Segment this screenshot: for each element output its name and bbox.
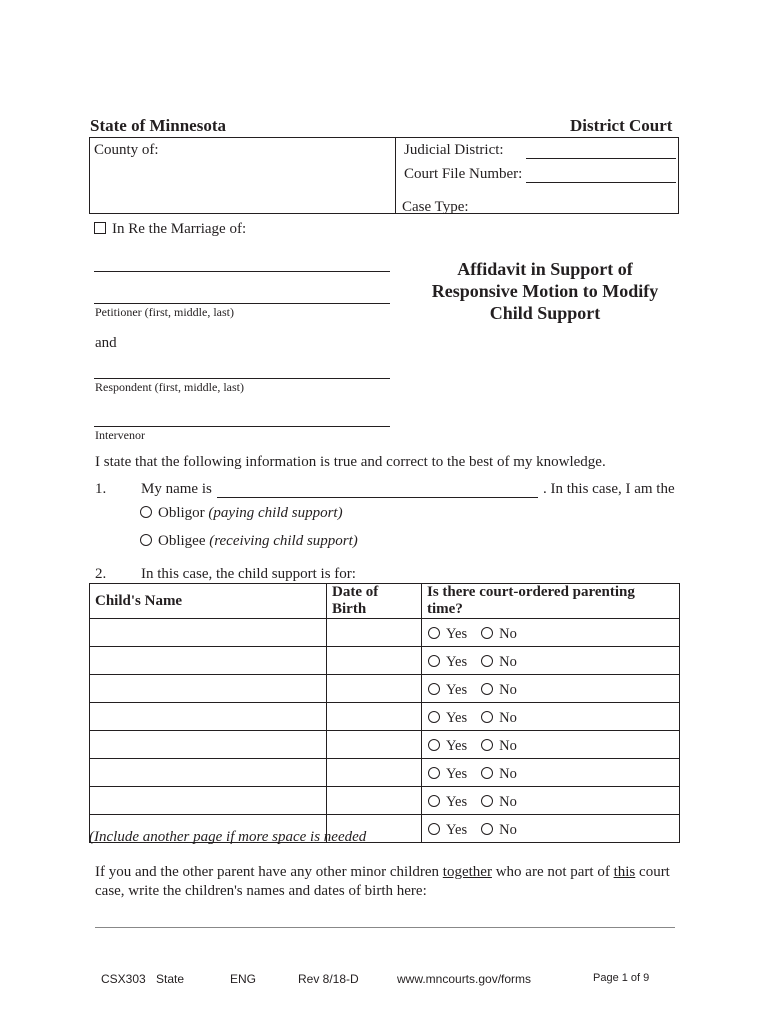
parenting-time-no-label: No	[499, 682, 517, 698]
parenting-time-no-label: No	[499, 654, 517, 670]
parenting-time-yes-option[interactable]	[428, 710, 467, 727]
parenting-time-yes-option[interactable]	[428, 682, 467, 699]
parenting-time-yes-radio[interactable]	[428, 823, 440, 835]
parenting-time-no-radio[interactable]	[481, 823, 493, 835]
children-table-body	[90, 619, 680, 843]
table-note: (Include another page if more space is needed	[89, 829, 367, 845]
intervenor-input[interactable]	[94, 409, 390, 425]
child-name-cell	[90, 731, 327, 759]
parenting-time-cell	[422, 619, 680, 647]
date-of-birth-cell	[327, 703, 422, 731]
other-children-together: together	[442, 864, 492, 880]
date-of-birth-input[interactable]	[327, 786, 425, 815]
parenting-time-no-radio[interactable]	[481, 627, 493, 639]
other-children-text-1: If you and the other parent have any other minor children	[95, 864, 443, 880]
parenting-time-yes-radio[interactable]	[428, 795, 440, 807]
other-children-line-2: case, write the children's names and dates of birth here:	[95, 883, 427, 899]
parenting-time-yes-radio[interactable]	[428, 711, 440, 723]
parenting-time-no-radio[interactable]	[481, 711, 493, 723]
date-of-birth-cell	[327, 647, 422, 675]
parenting-time-yes-option[interactable]	[428, 654, 467, 671]
date-of-birth-cell	[327, 731, 422, 759]
child-name-input[interactable]	[90, 786, 330, 815]
child-name-cell	[90, 675, 327, 703]
petitioner-input-1[interactable]	[94, 254, 390, 270]
date-of-birth-input[interactable]	[327, 730, 425, 759]
table-header-row	[90, 584, 680, 619]
table-row	[90, 787, 680, 815]
date-of-birth-input[interactable]	[327, 674, 425, 703]
parenting-time-no-label: No	[499, 626, 517, 642]
footer-category: State	[156, 972, 185, 986]
form-title	[395, 258, 695, 324]
parenting-time-yes-label: Yes	[446, 682, 468, 698]
child-name-input[interactable]	[90, 730, 330, 759]
court-file-number-label: Court File Number:	[404, 166, 523, 182]
parenting-time-no-label: No	[499, 738, 517, 754]
marriage-checkbox[interactable]	[94, 222, 106, 234]
parenting-time-no-label: No	[499, 766, 517, 782]
judicial-district-input[interactable]	[526, 142, 676, 158]
date-of-birth-input[interactable]	[327, 758, 425, 787]
and-label: and	[95, 335, 117, 351]
obligee-note: (receiving child support)	[209, 533, 358, 549]
date-of-birth-cell	[327, 675, 422, 703]
child-name-cell	[90, 619, 327, 647]
child-name-cell	[90, 759, 327, 787]
date-of-birth-input[interactable]	[327, 702, 425, 731]
footer-language: ENG	[230, 972, 257, 986]
parenting-time-yes-option[interactable]	[428, 626, 467, 643]
parenting-time-yes-label: Yes	[446, 738, 468, 754]
item-1-label: My name is	[141, 481, 212, 497]
child-name-cell	[90, 703, 327, 731]
case-type-label: Case Type:	[402, 199, 469, 215]
court-heading: District Court	[570, 116, 673, 135]
parenting-time-yes-option[interactable]	[428, 738, 467, 755]
child-name-cell	[90, 647, 327, 675]
obligee-label: Obligee	[158, 533, 206, 549]
table-row	[90, 759, 680, 787]
obligor-label: Obligor	[158, 505, 205, 521]
other-children-input[interactable]	[95, 910, 675, 926]
parenting-time-no-option[interactable]	[481, 738, 517, 755]
parenting-time-cell	[422, 703, 680, 731]
table-row	[90, 675, 680, 703]
parenting-time-yes-option[interactable]	[428, 794, 467, 811]
footer-website: www.mncourts.gov/forms	[397, 972, 532, 986]
parenting-time-yes-label: Yes	[446, 626, 468, 642]
parenting-time-yes-label: Yes	[446, 794, 468, 810]
parenting-time-yes-option[interactable]	[428, 766, 467, 783]
court-file-number-line	[526, 182, 676, 183]
parenting-time-no-radio[interactable]	[481, 683, 493, 695]
respondent-line	[94, 378, 390, 379]
parenting-time-yes-option[interactable]	[428, 822, 467, 839]
parenting-time-no-radio[interactable]	[481, 795, 493, 807]
parenting-time-no-label: No	[499, 710, 517, 726]
table-row	[90, 731, 680, 759]
parenting-time-no-label: No	[499, 822, 517, 838]
court-file-number-input[interactable]	[526, 166, 676, 182]
obligee-option[interactable]	[140, 533, 358, 550]
name-input[interactable]	[217, 481, 538, 497]
parenting-time-no-radio[interactable]	[481, 655, 493, 667]
footer-form-id: CSX303	[101, 972, 146, 986]
parenting-time-cell	[422, 731, 680, 759]
form-title-line-3: Child Support	[489, 303, 601, 323]
parenting-time-no-option[interactable]	[481, 710, 517, 727]
parenting-time-no-radio[interactable]	[481, 739, 493, 751]
form-title-line-2: Responsive Motion to Modify	[431, 281, 659, 301]
obligor-option[interactable]	[140, 505, 343, 522]
parenting-time-no-radio[interactable]	[481, 767, 493, 779]
table-row	[90, 647, 680, 675]
date-of-birth-cell	[327, 787, 422, 815]
column-header-parenting-time: Is there court-ordered parenting time?	[422, 584, 680, 619]
other-children-text-2: who are not part of	[491, 864, 614, 880]
parenting-time-no-option[interactable]	[481, 822, 517, 839]
parenting-time-no-option[interactable]	[481, 626, 517, 643]
table-row	[90, 619, 680, 647]
form-title-line-1: Affidavit in Support of	[457, 259, 633, 279]
parenting-time-no-label: No	[499, 794, 517, 810]
parenting-time-yes-radio[interactable]	[428, 655, 440, 667]
date-of-birth-input[interactable]	[327, 646, 425, 675]
parenting-time-yes-radio[interactable]	[428, 627, 440, 639]
column-header-date-of-birth: Date of Birth	[327, 584, 422, 619]
county-label: County of:	[94, 142, 159, 158]
other-children-text-3: court	[635, 864, 670, 880]
child-name-cell	[90, 787, 327, 815]
parenting-time-yes-radio[interactable]	[428, 739, 440, 751]
date-of-birth-cell	[327, 619, 422, 647]
parenting-time-cell	[422, 787, 680, 815]
intervenor-line	[94, 426, 390, 427]
item-2-number: 2.	[95, 566, 107, 582]
date-of-birth-input[interactable]	[327, 618, 425, 647]
parenting-time-yes-label: Yes	[446, 822, 468, 838]
truth-statement: I state that the following information is true and correct to the best of my knowledge.	[95, 454, 606, 470]
child-name-input[interactable]	[90, 618, 330, 647]
parenting-time-yes-label: Yes	[446, 710, 468, 726]
petitioner-label: Petitioner (first, middle, last)	[95, 305, 234, 319]
obligor-note: (paying child support)	[208, 505, 343, 521]
state-heading: State of Minnesota	[90, 116, 226, 135]
respondent-input[interactable]	[94, 361, 390, 377]
parenting-time-no-option[interactable]	[481, 766, 517, 783]
caption-divider	[395, 138, 396, 213]
child-name-input[interactable]	[90, 646, 330, 675]
obligor-radio[interactable]	[140, 506, 152, 518]
parenting-time-cell	[422, 647, 680, 675]
judicial-district-line	[526, 158, 676, 159]
parenting-time-yes-radio[interactable]	[428, 767, 440, 779]
table-row	[90, 703, 680, 731]
parenting-time-yes-label: Yes	[446, 654, 468, 670]
judicial-district-label: Judicial District:	[404, 142, 504, 158]
marriage-label: In Re the Marriage of:	[112, 221, 247, 237]
petitioner-line-2	[94, 303, 390, 304]
footer-page: Page 1 of 9	[593, 972, 650, 984]
column-header-child-name: Child's Name	[90, 584, 327, 619]
parenting-time-no-option[interactable]	[481, 682, 517, 699]
intervenor-label: Intervenor	[95, 428, 145, 442]
date-of-birth-cell	[327, 759, 422, 787]
child-name-input[interactable]	[90, 702, 330, 731]
petitioner-input-2[interactable]	[94, 286, 390, 302]
marriage-checkbox-row[interactable]	[94, 221, 246, 238]
other-children-paragraph	[95, 863, 695, 901]
footer-revision: Rev 8/18-D	[298, 972, 359, 986]
parenting-time-yes-label: Yes	[446, 766, 468, 782]
parenting-time-yes-radio[interactable]	[428, 683, 440, 695]
children-table	[89, 583, 680, 843]
item-1-number: 1.	[95, 481, 107, 497]
caption-box	[89, 137, 679, 214]
petitioner-line-1	[94, 271, 390, 272]
child-name-input[interactable]	[90, 758, 330, 787]
other-children-this: this	[613, 864, 636, 880]
name-line	[217, 497, 538, 498]
obligee-radio[interactable]	[140, 534, 152, 546]
respondent-label: Respondent (first, middle, last)	[95, 380, 244, 394]
parenting-time-no-option[interactable]	[481, 654, 517, 671]
item-1-suffix: . In this case, I am the	[543, 481, 675, 497]
parenting-time-cell	[422, 815, 680, 843]
parenting-time-cell	[422, 759, 680, 787]
parenting-time-cell	[422, 675, 680, 703]
child-name-input[interactable]	[90, 674, 330, 703]
parenting-time-no-option[interactable]	[481, 794, 517, 811]
item-2-label: In this case, the child support is for:	[141, 566, 356, 582]
other-children-line	[95, 927, 675, 928]
